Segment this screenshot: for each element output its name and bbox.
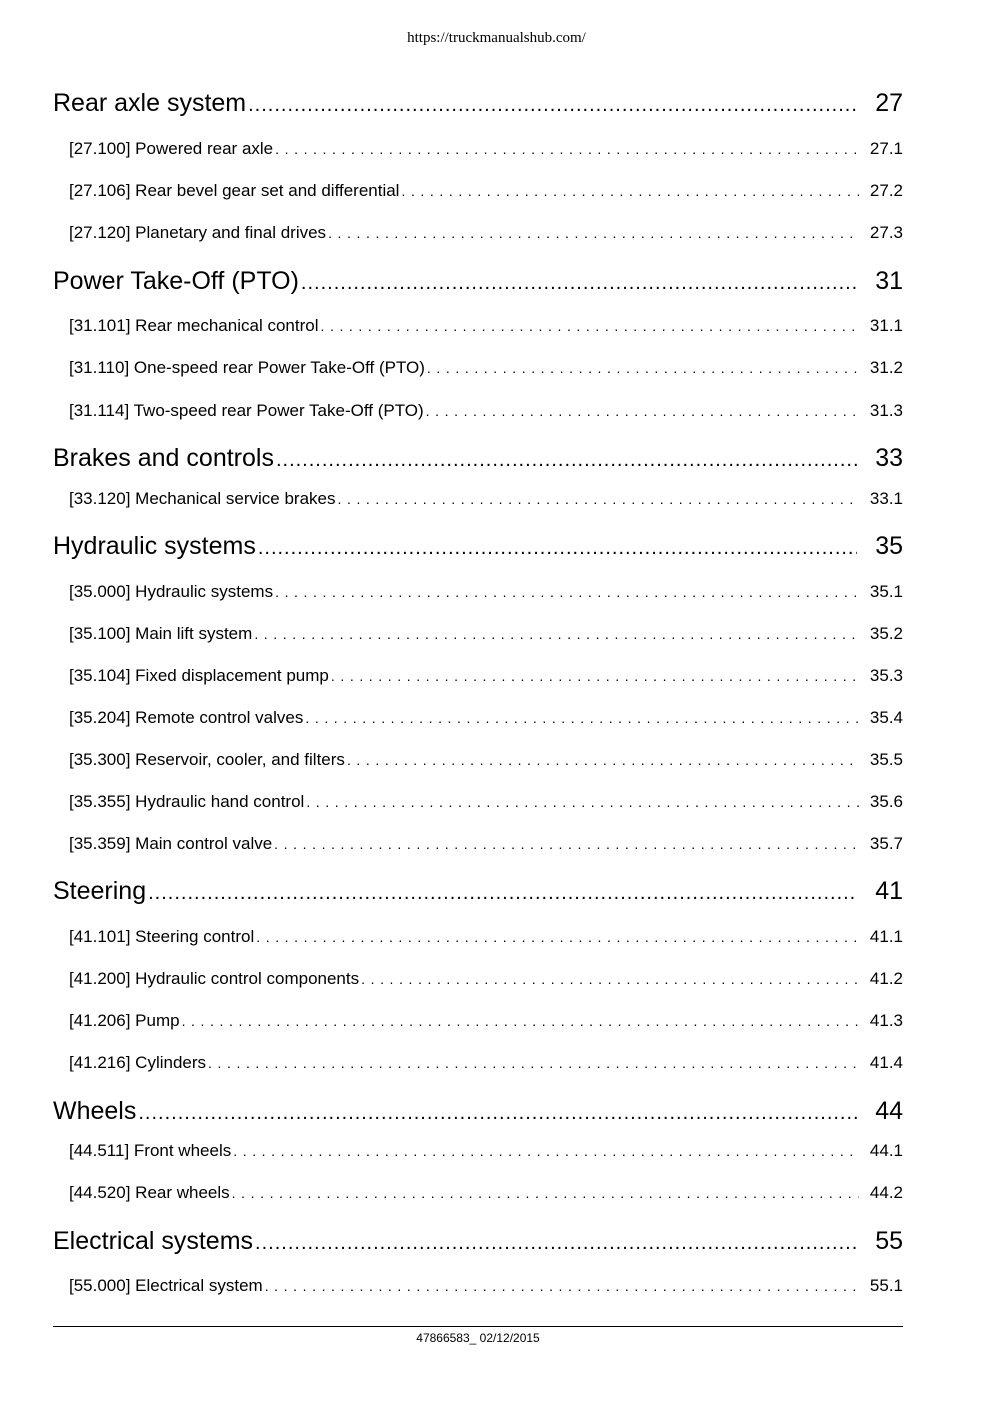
item-label: [31.114] Two-speed rear Power Take-Off (PTO) bbox=[69, 401, 424, 420]
item-page-number: 35.7 bbox=[869, 834, 903, 853]
toc-item[interactable] bbox=[69, 1140, 903, 1162]
item-label: [35.355] Hydraulic hand control bbox=[69, 792, 305, 811]
item-page-number: 31.2 bbox=[869, 358, 903, 377]
dot-leader bbox=[401, 180, 859, 202]
item-label: [27.100] Powered rear axle bbox=[69, 139, 274, 158]
dot-leader bbox=[274, 833, 859, 855]
dot-leader bbox=[320, 315, 859, 337]
toc-item[interactable] bbox=[69, 581, 903, 603]
toc-item[interactable] bbox=[69, 1182, 903, 1204]
item-page-number: 41.1 bbox=[869, 927, 903, 946]
toc-item[interactable] bbox=[69, 1010, 903, 1032]
dot-leader bbox=[256, 926, 859, 948]
item-page-number: 35.5 bbox=[869, 750, 903, 769]
toc-item[interactable] bbox=[69, 180, 903, 202]
dot-leader bbox=[233, 1140, 859, 1162]
dot-leader bbox=[426, 400, 859, 422]
toc-item[interactable] bbox=[69, 222, 903, 244]
section-title: Steering bbox=[53, 877, 147, 905]
footer-document-id: 47866583_ 02/12/2015 bbox=[416, 1331, 540, 1345]
section-page-number: 44 bbox=[875, 1097, 903, 1125]
item-page-number: 44.2 bbox=[869, 1183, 903, 1202]
item-page-number: 35.3 bbox=[869, 666, 903, 685]
item-label: [41.206] Pump bbox=[69, 1011, 180, 1030]
toc-item[interactable] bbox=[69, 623, 903, 645]
item-label: [31.101] Rear mechanical control bbox=[69, 316, 319, 335]
section-title: Wheels bbox=[53, 1097, 137, 1125]
item-label: [27.120] Planetary and final drives bbox=[69, 223, 327, 242]
item-label: [44.511] Front wheels bbox=[69, 1141, 232, 1160]
item-label: [41.101] Steering control bbox=[69, 927, 255, 946]
item-page-number: 41.2 bbox=[869, 969, 903, 988]
section-title: Hydraulic systems bbox=[53, 532, 256, 560]
toc-item[interactable] bbox=[69, 488, 903, 510]
toc-item[interactable] bbox=[69, 1275, 903, 1297]
toc-item[interactable] bbox=[69, 833, 903, 855]
item-page-number: 27.2 bbox=[869, 181, 903, 200]
dot-leader bbox=[254, 623, 859, 645]
dot-leader bbox=[328, 222, 859, 244]
section-page-number: 31 bbox=[875, 267, 903, 295]
item-page-number: 27.3 bbox=[869, 223, 903, 242]
item-page-number: 41.4 bbox=[869, 1053, 903, 1072]
item-label: [31.110] One-speed rear Power Take-Off (PTO) bbox=[69, 358, 425, 377]
dot-leader bbox=[361, 968, 859, 990]
item-label: [35.359] Main control valve bbox=[69, 834, 273, 853]
item-label: [27.106] Rear bevel gear set and differential bbox=[69, 181, 400, 200]
dot-leader bbox=[232, 1182, 859, 1204]
toc-item[interactable] bbox=[69, 749, 903, 771]
toc-section-wheels[interactable] bbox=[53, 1095, 903, 1127]
dot-leader bbox=[148, 877, 857, 909]
dot-leader bbox=[182, 1010, 859, 1032]
section-page-number: 27 bbox=[875, 89, 903, 117]
toc-section-steering[interactable] bbox=[53, 875, 903, 907]
item-page-number: 55.1 bbox=[869, 1276, 903, 1295]
dot-leader bbox=[258, 532, 857, 564]
toc-section-hydraulic-systems[interactable] bbox=[53, 530, 903, 562]
dot-leader bbox=[305, 707, 859, 729]
dot-leader bbox=[265, 1275, 859, 1297]
item-page-number: 41.3 bbox=[869, 1011, 903, 1030]
toc-section-power-take-off[interactable] bbox=[53, 265, 903, 297]
toc-item[interactable] bbox=[69, 707, 903, 729]
section-page-number: 33 bbox=[875, 444, 903, 472]
dot-leader bbox=[138, 1097, 857, 1129]
toc-item[interactable] bbox=[69, 400, 903, 422]
item-page-number: 31.3 bbox=[869, 401, 903, 420]
dot-leader bbox=[275, 581, 859, 603]
toc-item[interactable] bbox=[69, 926, 903, 948]
toc-item[interactable] bbox=[69, 357, 903, 379]
toc-item[interactable] bbox=[69, 315, 903, 337]
dot-leader bbox=[208, 1052, 859, 1074]
item-label: [33.120] Mechanical service brakes bbox=[69, 489, 336, 508]
item-label: [41.216] Cylinders bbox=[69, 1053, 207, 1072]
item-label: [35.204] Remote control valves bbox=[69, 708, 304, 727]
section-page-number: 41 bbox=[875, 877, 903, 905]
item-page-number: 35.1 bbox=[869, 582, 903, 601]
section-title: Rear axle system bbox=[53, 89, 247, 117]
item-label: [44.520] Rear wheels bbox=[69, 1183, 230, 1202]
dot-leader bbox=[255, 1227, 857, 1259]
item-page-number: 35.2 bbox=[869, 624, 903, 643]
dot-leader bbox=[337, 488, 859, 510]
dot-leader bbox=[248, 89, 857, 121]
dot-leader bbox=[275, 138, 859, 160]
footer-divider bbox=[53, 1326, 903, 1327]
item-label: [35.104] Fixed displacement pump bbox=[69, 666, 329, 685]
item-page-number: 31.1 bbox=[869, 316, 903, 335]
item-page-number: 35.6 bbox=[869, 792, 903, 811]
toc-item[interactable] bbox=[69, 1052, 903, 1074]
item-label: [41.200] Hydraulic control components bbox=[69, 969, 360, 988]
toc-section-electrical-systems[interactable] bbox=[53, 1225, 903, 1257]
section-page-number: 55 bbox=[875, 1227, 903, 1255]
dot-leader bbox=[306, 791, 859, 813]
item-label: [55.000] Electrical system bbox=[69, 1276, 263, 1295]
dot-leader bbox=[331, 665, 859, 687]
toc-item[interactable] bbox=[69, 665, 903, 687]
dot-leader bbox=[301, 267, 857, 299]
section-page-number: 35 bbox=[875, 532, 903, 560]
dot-leader bbox=[276, 444, 857, 476]
dot-leader bbox=[347, 749, 859, 771]
item-label: [35.100] Main lift system bbox=[69, 624, 253, 643]
toc-item[interactable] bbox=[69, 138, 903, 160]
item-page-number: 27.1 bbox=[869, 139, 903, 158]
toc-item[interactable] bbox=[69, 968, 903, 990]
item-label: [35.000] Hydraulic systems bbox=[69, 582, 274, 601]
toc-section-rear-axle-system[interactable] bbox=[53, 87, 903, 119]
section-title: Brakes and controls bbox=[53, 444, 274, 472]
header-url: https://truckmanualshub.com/ bbox=[407, 30, 586, 46]
item-page-number: 44.1 bbox=[869, 1141, 903, 1160]
item-label: [35.300] Reservoir, cooler, and filters bbox=[69, 750, 345, 769]
dot-leader bbox=[427, 357, 859, 379]
section-title: Power Take-Off (PTO) bbox=[53, 267, 299, 295]
toc-section-brakes-and-controls[interactable] bbox=[53, 442, 903, 474]
toc-item[interactable] bbox=[69, 791, 903, 813]
item-page-number: 35.4 bbox=[869, 708, 903, 727]
section-title: Electrical systems bbox=[53, 1227, 254, 1255]
item-page-number: 33.1 bbox=[869, 489, 903, 508]
